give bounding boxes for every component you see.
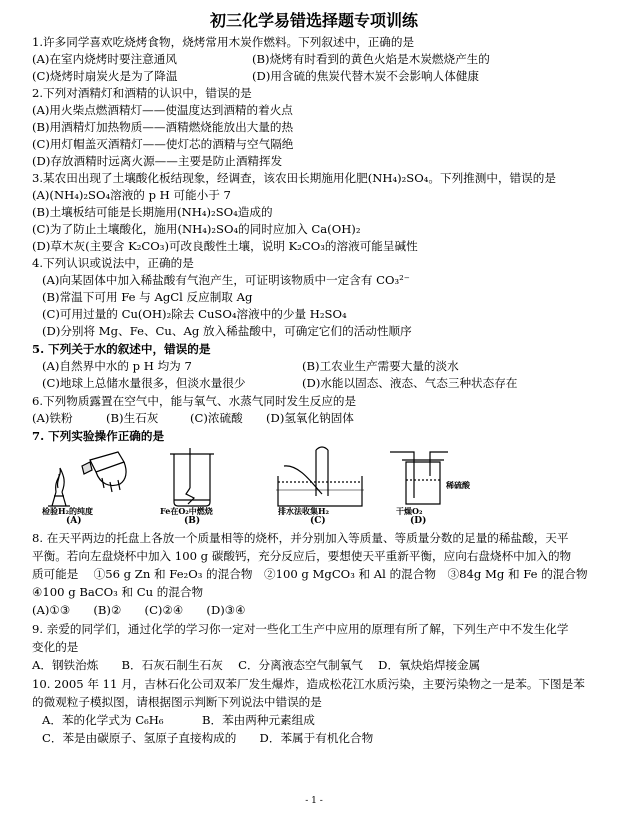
question-9-line-1: 9. 亲爱的同学们，通过化学的学习你一定对一些化工生产中应用的原理有所了解，下列生产中不发生化学 [32,622,569,636]
apparatus-a-figure [40,448,140,510]
question-6-option-c: (C)浓硫酸 [190,411,243,425]
question-4-option-b: (B)常温下可用 Fe 与 AgCl 反应制取 Ag [42,290,253,304]
question-3-stem: 3.某农田出现了土壤酸化板结现象，经调查，该农田长期施用化肥(NH₄)₂SO₄。下列推测中，错误的是 [32,171,556,185]
question-9-line-2: 变化的是 [32,640,79,654]
acid-label: 稀硫酸 [446,480,470,490]
question-3-option-a: (A)(NH₄)₂SO₄溶液的 p H 可能小于 7 [32,188,231,202]
apparatus-d-letter: (D) [410,516,427,526]
question-10-options-cd: C．苯是由碳原子、氢原子直接构成的 D．苯属于有机化合物 [42,731,374,745]
question-2-option-d: (D)存放酒精时远离火源——主要是防止酒精挥发 [32,154,283,168]
question-8-options: (A)①③ (B)② (C)②④ (D)③④ [32,603,246,617]
question-7-stem: 7. 下列实验操作正确的是 [32,429,165,443]
question-2-option-a: (A)用火柴点燃酒精灯——使温度达到酒精的着火点 [32,103,293,117]
question-2-option-c: (C)用灯帽盖灭酒精灯——使灯芯的酒精与空气隔绝 [32,137,294,151]
apparatus-c-letter: (C) [310,516,326,526]
question-4-option-d: (D)分别将 Mg、Fe、Cu、Ag 放入稀盐酸中，可确定它们的活动性顺序 [42,324,412,338]
question-4-option-a: (A)向某固体中加入稀盐酸有气泡产生，可证明该物质中一定含有 CO₃²⁻ [42,273,410,287]
question-3-option-d: (D)草木灰(主要含 K₂CO₃)可改良酸性土壤，说明 K₂CO₃的溶液可能呈碱性 [32,239,418,253]
apparatus-a-letter: (A) [66,516,82,526]
question-9-options: A．钢铁治炼 B．石灰石制生石灰 C．分离液态空气制氧气 D．氧炔焰焊接金属 [32,658,481,672]
question-8-line-3: 质可能是 ①56 g Zn 和 Fe₂O₃ 的混合物 ②100 g MgCO₃ 和 Al 的混合物 ③84g Mg 和 Fe 的混合物 [32,567,588,581]
question-8-line-4: ④100 g BaCO₃ 和 Cu 的混合物 [32,585,204,599]
question-8-line-1: 8. 在天平两边的托盘上各放一个质量相等的烧杯，并分别加入等质量、等质量分数的足量的稀盐酸，天平 [32,531,569,545]
apparatus-c-caption: 排水法收集H₂ [278,506,330,516]
apparatus-b-letter: (B) [184,516,201,526]
question-6-option-b: (B)生石灰 [106,411,159,425]
question-1-option-d: (D)用含硫的焦炭代替木炭不会影响人体健康 [252,69,480,83]
question-2-stem: 2.下列对酒精灯和酒精的认识中，错误的是 [32,86,252,100]
question-10-line-2: 的微观粒子模拟图，请根据图示判断下列说法中错误的是 [32,695,322,709]
question-1-option-a: (A)在室内烧烤时要注意通风 [32,52,177,66]
question-4-stem: 4.下列认识或说法中，正确的是 [32,256,194,270]
question-6-stem: 6.下列物质露置在空气中，能与氧气、水蒸气同时发生反应的是 [32,394,357,408]
question-8-line-2: 平衡。若向左盘烧杯中加入 100 g 碳酸钙，充分反应后，要想使天平重新平衡，应向右盘烧杯中加入的物 [32,549,572,563]
page-number: - 1 - [305,796,323,806]
question-10-options-ab: A．苯的化学式为 C₆H₆ B．苯由两种元素组成 [42,713,315,727]
question-5-option-c: (C)地球上总储水量很多，但淡水量很少 [42,376,246,390]
question-3-option-b: (B)土壤板结可能是长期施用(NH₄)₂SO₄造成的 [32,205,273,219]
question-1-option-b: (B)烧烤有时看到的黄色火焰是木炭燃烧产生的 [252,52,490,66]
apparatus-a-caption: 检验H₂的纯度 [42,506,94,516]
question-5-option-d: (D)水能以固态、液态、气态三种状态存在 [302,376,518,390]
apparatus-b-caption: Fe在O₂中燃烧 [160,506,213,516]
page-title: 初三化学易错选择题专项训练 [209,11,418,30]
question-3-option-c: (C)为了防止土壤酸化，施用(NH₄)₂SO₄的同时应加入 Ca(OH)₂ [32,222,361,236]
apparatus-d-caption: 干燥O₂ [396,506,423,516]
question-1-stem: 1.许多同学喜欢吃烧烤食物，烧烤常用木炭作燃料。下列叙述中，正确的是 [32,35,415,49]
apparatus-d-figure [384,446,474,510]
question-5-option-a: (A)自然界中水的 p H 均为 7 [42,359,192,373]
question-1-option-c: (C)烧烤时扇炭火是为了降温 [32,69,178,83]
question-10-line-1: 10. 2005 年 11 月，吉林石化公司双苯厂发生爆炸，造成松花江水质污染，主要污染物之一是苯。下图是苯 [32,677,585,691]
question-6-option-a: (A)铁粉 [32,411,73,425]
question-5-stem: 5. 下列关于水的叙述中，错误的是 [32,342,211,356]
apparatus-c-figure [270,446,370,510]
question-6-option-d: (D)氢氧化钠固体 [266,411,354,425]
question-5-option-b: (B)工农业生产需要大量的淡水 [302,359,459,373]
question-2-option-b: (B)用酒精灯加热物质——酒精燃烧能放出大量的热 [32,120,294,134]
apparatus-b-figure [160,448,224,510]
question-4-option-c: (C)可用过量的 Cu(OH)₂除去 CuSO₄溶液中的少量 H₂SO₄ [42,307,347,321]
